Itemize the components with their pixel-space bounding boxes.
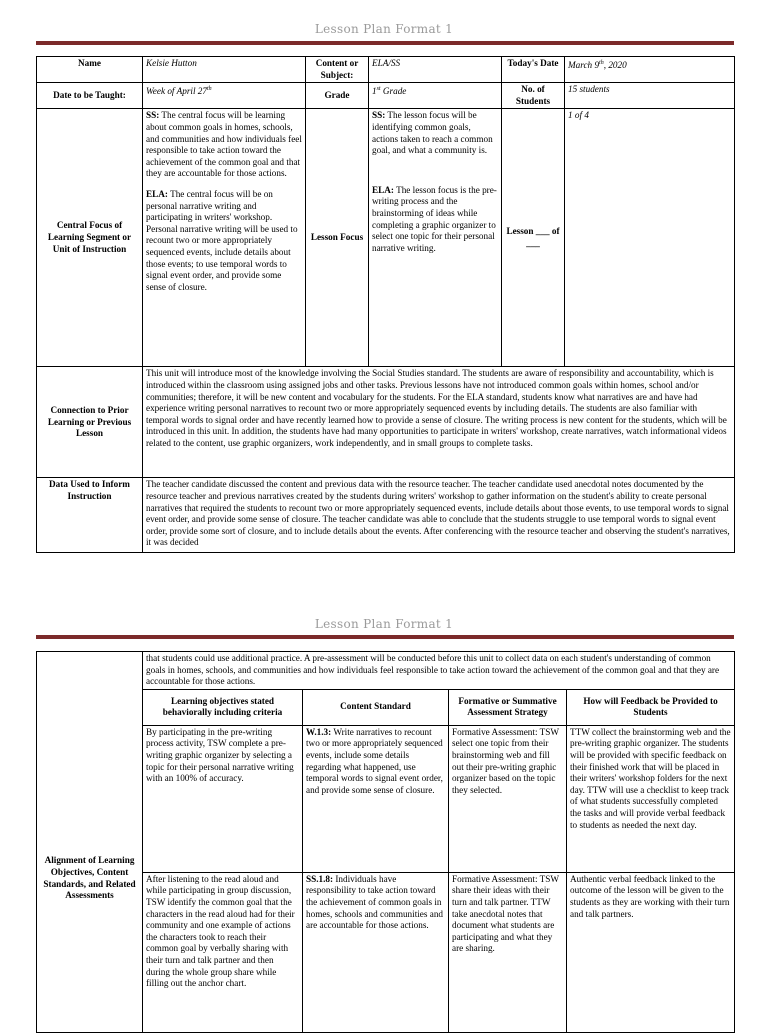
- assessment-cell: Formative Assessment: TSW share their ideas with their turn and talk partner. TTW take anecdotal notes that document what students are participating and what they are sharing.: [449, 872, 567, 1032]
- data-used-text: The teacher candidate discussed the content and previous data with the resource teacher. The teacher candidate used anecdotal notes documented by the resource teacher and previous narratives created by the students during writers' workshop to gather information on the student's ability to create personal narratives that required the students to recount two or more appropriately sequenced events, include details about those events, to use temporal words to signal event order, and provide some sense of closure. The teacher candidate was able to conclude that the students struggle to use temporal words to signal event order, provide some sort of closure, and to include details about the events. After conferencing with the resource teacher and observing the student's narratives, it was decided: [143, 478, 735, 553]
- standard-cell: SS.1.8: Individuals have responsibility to take action toward the achievement of common goals in homes, schools and communities and are accountable for those actions.: [303, 872, 449, 1032]
- data-used-label: Data Used to Inform Instruction: [37, 478, 143, 553]
- prior-learning-text: This unit will introduce most of the knowledge involving the Social Studies standard. The students are aware of responsibility and accountability, which is introduced within the classroom using assigned jobs and other tasks. Previous lessons have not introduced common goals within homes, school and/or communities; therefore, it will be new content and vocabulary for the students. For the ELA standard, students know what narratives are and have had experience writing personal narratives to recount two or more appropriately sequenced events by including details. The students are also familiar with temporal words to signal order and have recently learned how to provide a sense of closure. The writing process is new content for the students, which will be introduced in this unit. In addition, the students have had many opportunities to participate in writers' workshop, create narratives, watch informational videos related to the content, use graphic organizers, work independently, and in small groups to complete tasks.: [143, 367, 735, 478]
- lesson-focus-label: Lesson Focus: [306, 109, 369, 367]
- num-students-label: No. of Students: [502, 83, 565, 109]
- central-focus-label: Central Focus of Learning Segment or Unit of Instruction: [37, 109, 143, 367]
- standard-cell: W.1.3: Write narratives to recount two or more appropriately sequenced events, include some details regarding what happened, use temporal words to signal event order, and provide some sense of closure.: [303, 725, 449, 872]
- data-used-continued-text: that students could use additional practice. A pre-assessment will be conducted before this unit to collect data on each student's understanding of common goals in homes, schools, and communities and how individuals feel responsible to take action toward the achievement of the common goal and that they are accountable for those actions.: [143, 652, 735, 690]
- header-rule-2: [36, 635, 734, 639]
- date-taught-label: Date to be Taught:: [37, 83, 143, 109]
- todays-date-value: March 9th, 2020: [565, 57, 735, 83]
- alignment-table: [36, 651, 735, 1033]
- assessment-cell: Formative Assessment: TSW select one topic from their brainstorming web and fill out their pre-writing graphic organizer based on the topic they selected.: [449, 725, 567, 872]
- date-taught-value: Week of April 27th: [143, 83, 306, 109]
- lesson-of-label: Lesson ___ of ___: [502, 109, 565, 367]
- alignment-label: Alignment of Learning Objectives, Content Standards, and Related Assessments: [37, 725, 143, 1032]
- lesson-focus-text: SS: The lesson focus will be identifying common goals, actions taken to reach a common goal, and what a community is. ELA: The lesson focus is the pre-writing process and the brainstorming of ideas while completing a graphic organizer to select one topic for their personal narrative writing.: [369, 109, 502, 367]
- central-focus-text: SS: The central focus will be learning about common goals in homes, schools, and communities and how individuals feel responsible to take action toward the achievement of the common goal and that they are accountable for those actions. ELA: The central focus will be on personal narrative writing and participating in writers' workshop. Personal narrative writing will be used to recount two or more appropriately sequenced events, include details about those events; to use temporal words to signal event order, and provide some sense of closure.: [143, 109, 306, 367]
- name-value: Kelsie Hutton: [143, 57, 306, 83]
- alignment-label-spacer: [37, 689, 143, 725]
- page-title: Lesson Plan Format 1: [314, 22, 454, 36]
- grade-label: Grade: [306, 83, 369, 109]
- grade-value: 1st Grade: [369, 83, 502, 109]
- prior-learning-label: Connection to Prior Learning or Previous Lesson: [37, 367, 143, 478]
- lesson-plan-table: [36, 56, 735, 553]
- content-subject-value: ELA/SS: [369, 57, 502, 83]
- lesson-of-value: 1 of 4: [565, 109, 735, 367]
- page-title-2: Lesson Plan Format 1: [314, 617, 454, 631]
- name-label: Name: [37, 57, 143, 83]
- feedback-column-header: How will Feedback be Provided to Students: [567, 689, 735, 725]
- feedback-cell: Authentic verbal feedback linked to the outcome of the lesson will be given to the students as they are working with their turn and talk partners.: [567, 872, 735, 1032]
- header-rule: [36, 41, 734, 45]
- objective-cell: After listening to the read aloud and while participating in group discussion, TSW identify the common goal that the characters in the read aloud had for their community and one example of actions the characters took to reach their common goal by verbally sharing with their turn and talk partner and then during the whole group share while filling out the anchor chart.: [143, 872, 303, 1032]
- standard-column-header: Content Standard: [303, 689, 449, 725]
- objectives-column-header: Learning objectives stated behaviorally including criteria: [143, 689, 303, 725]
- objective-cell: By participating in the pre-writing process activity, TSW complete a pre-writing graphic organizer by selecting a topic for their personal narrative writing with an 100% of accuracy.: [143, 725, 303, 872]
- continued-label-cell: [37, 652, 143, 690]
- num-students-value: 15 students: [565, 83, 735, 109]
- feedback-cell: TTW collect the brainstorming web and the pre-writing graphic organizer. The students will be provided with specific feedback on their finished work that will be placed in their writers' workshop folders for the next day. TTW will use a checklist to keep track of what students successfully completed the tasks and will provide verbal feedback to students as needed the next day.: [567, 725, 735, 872]
- todays-date-label: Today's Date: [502, 57, 565, 83]
- assessment-column-header: Formative or Summative Assessment Strategy: [449, 689, 567, 725]
- content-subject-label: Content or Subject:: [306, 57, 369, 83]
